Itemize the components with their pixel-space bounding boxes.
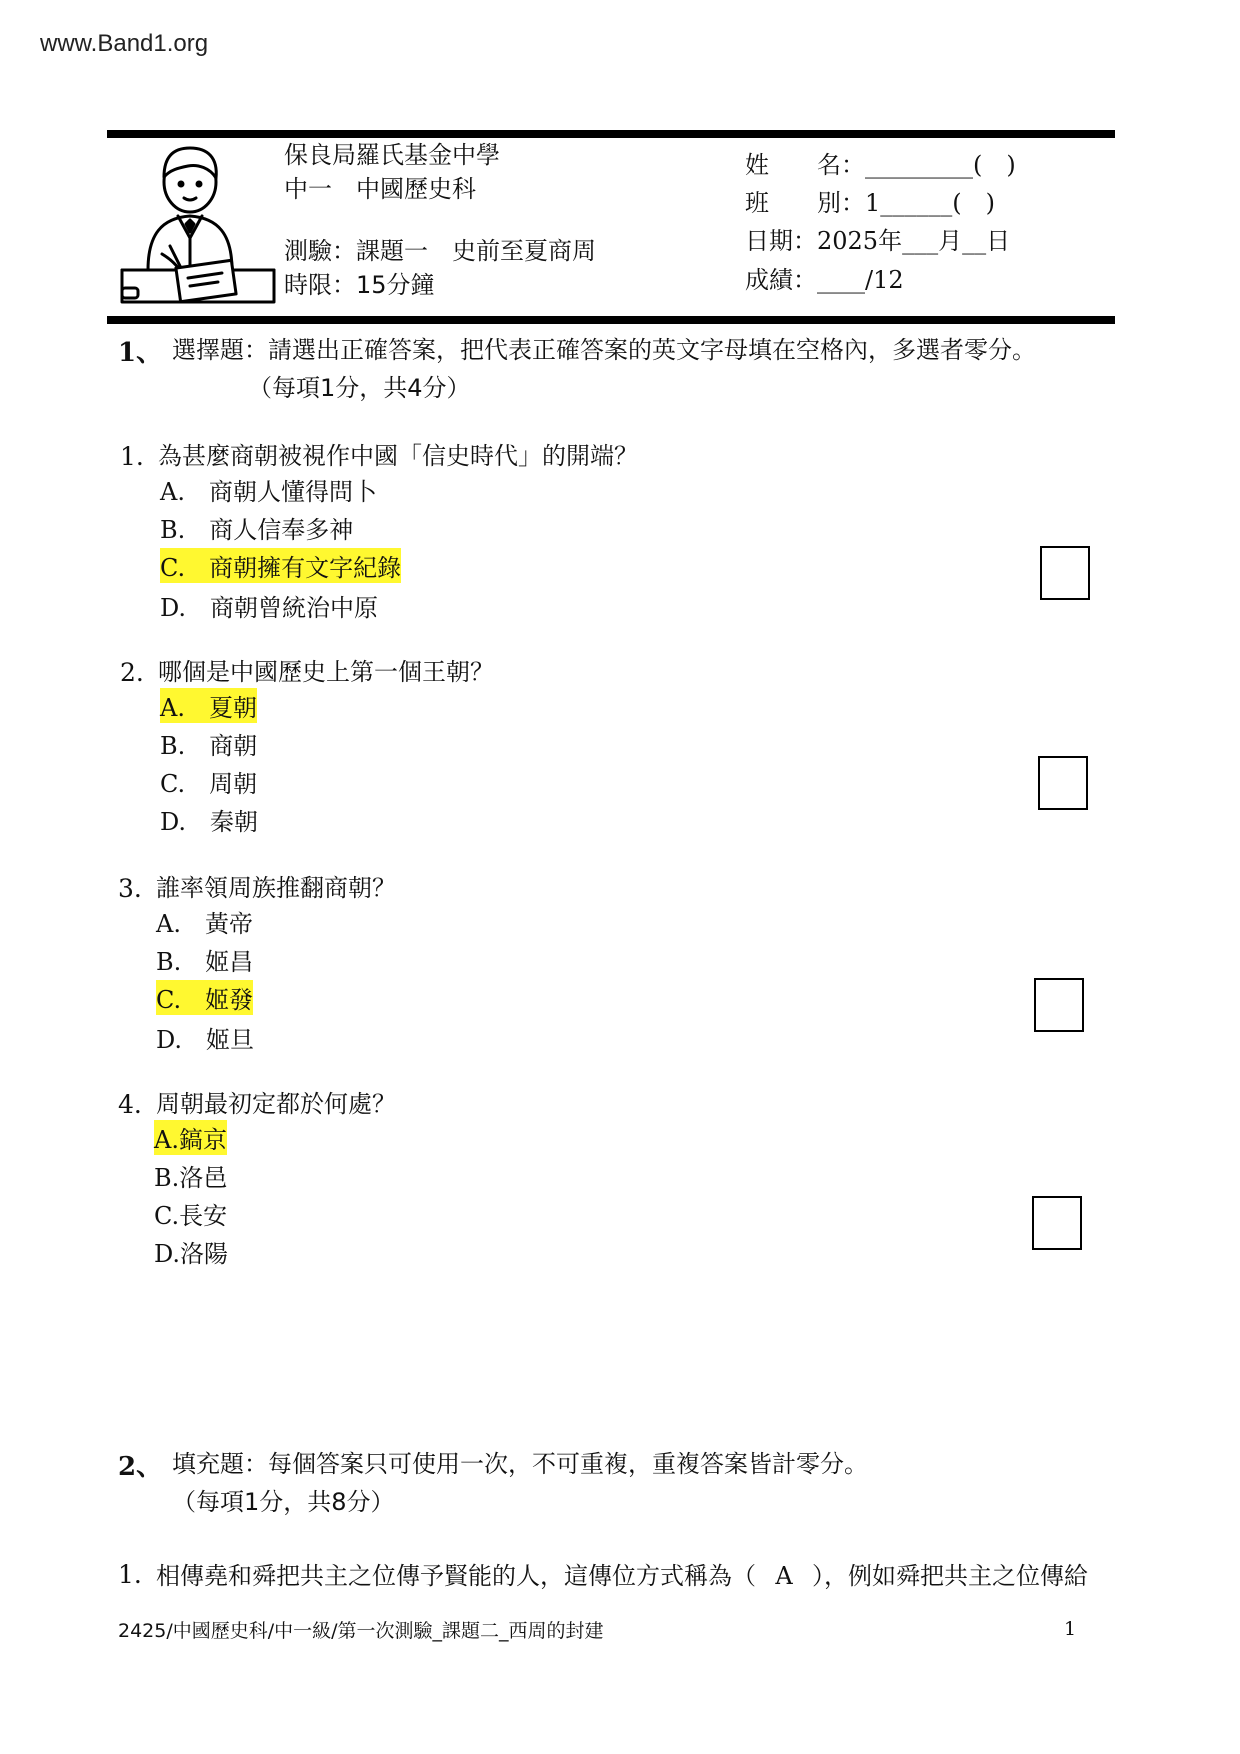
name-field[interactable] (745, 150, 1016, 180)
q4-option-c: C.長安 (154, 1202, 228, 1230)
q2-option-c: C. 周朝 (160, 770, 258, 798)
score-label: 成績： (745, 266, 817, 294)
s2-q1-answer[interactable]: A (775, 1562, 793, 1590)
footer-page-number: 1 (1064, 1618, 1077, 1640)
class-label: 班 別： (745, 189, 865, 217)
section2-title: 填充題：每個答案只可使用一次，不可重複，重複答案皆計零分。 (172, 1450, 868, 1478)
test-title: 測驗：課題一 史前至夏商周 (284, 237, 596, 265)
q3-option-a: A. 黃帝 (156, 910, 253, 938)
date-label: 日期： (745, 227, 817, 255)
q1-text: 為甚麼商朝被視作中國「信史時代」的開端？ (158, 442, 638, 470)
q1-option-a: A. 商朝人懂得問卜 (160, 478, 377, 506)
q3-text: 誰率領周族推翻商朝？ (156, 874, 396, 902)
name-blank[interactable]: _________( ) (865, 151, 1016, 179)
q3-option-d: D. 姬旦 (156, 1026, 255, 1054)
q3-answer-box[interactable] (1034, 978, 1084, 1032)
grade-subject: 中一 中國歷史科 (284, 175, 476, 203)
q2-answer-box[interactable] (1038, 756, 1088, 810)
q4-answer-box[interactable] (1032, 1196, 1082, 1250)
section1-number: 1、 (118, 338, 163, 368)
q2-text: 哪個是中國歷史上第一個王朝？ (158, 658, 494, 686)
date-blank[interactable]: 2025年___月__日 (817, 227, 1011, 255)
s2-q1-number: 1. (118, 1560, 142, 1589)
site-url: www.Band1.org (40, 30, 209, 57)
s2-q1-text-after: ），例如舜把共主之位傳給 (812, 1562, 1088, 1590)
section1-marks: （每項1分，共4分） (248, 374, 471, 402)
section1-title: 選擇題：請選出正確答案，把代表正確答案的英文字母填在空格內，多選者零分。 (172, 336, 1036, 364)
q2-option-d: D. 秦朝 (160, 808, 259, 836)
date-field[interactable] (745, 226, 1010, 256)
q1-option-c-highlighted: C. 商朝擁有文字紀錄 (160, 548, 401, 583)
section2-number: 2、 (118, 1452, 163, 1482)
time-limit: 時限：15分鐘 (284, 271, 435, 299)
q4-option-b: B.洛邑 (154, 1164, 228, 1192)
header-bottom-rule (107, 316, 1115, 324)
s2-q1-text (156, 1556, 1088, 1591)
q1-answer-box[interactable] (1040, 546, 1090, 600)
s2-q1-text-before: 相傳堯和舜把共主之位傳予賢能的人，這傳位方式稱為（ (156, 1562, 756, 1590)
section2-marks: （每項1分，共8分） (172, 1488, 395, 1516)
q4-option-d: D.洛陽 (154, 1240, 229, 1268)
footer-path: 2425/中國歷史科/中一級/第一次測驗_課題二_西周的封建 (118, 1620, 604, 1642)
header-top-rule (107, 130, 1115, 138)
school-name: 保良局羅氏基金中學 (284, 141, 500, 169)
q1-number: 1. (120, 442, 144, 471)
q4-text: 周朝最初定都於何處？ (156, 1090, 396, 1118)
class-field[interactable] (745, 188, 995, 218)
q2-option-a-highlighted: A. 夏朝 (160, 688, 257, 723)
score-field[interactable] (745, 265, 904, 295)
q3-option-c-highlighted: C. 姬發 (156, 980, 253, 1015)
q1-option-b: B. 商人信奉多神 (160, 516, 354, 544)
student-illustration (118, 142, 278, 317)
q3-number: 3. (118, 874, 142, 903)
q2-number: 2. (120, 658, 144, 687)
q2-option-b: B. 商朝 (160, 732, 258, 760)
q4-option-a-highlighted: A.鎬京 (154, 1120, 227, 1155)
q1-option-d: D. 商朝曾統治中原 (160, 594, 379, 622)
name-label: 姓 名： (745, 151, 865, 179)
score-blank[interactable]: ____/12 (817, 266, 904, 294)
class-blank[interactable]: 1______( ) (865, 189, 995, 217)
q3-option-b: B. 姬昌 (156, 948, 254, 976)
q4-number: 4. (118, 1090, 142, 1119)
